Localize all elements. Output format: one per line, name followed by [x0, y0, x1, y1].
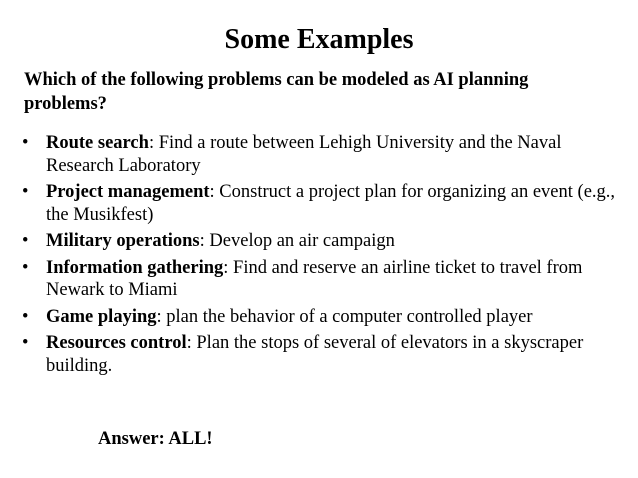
item-description: : Find a route between Lehigh University and the Naval Research Laboratory [46, 133, 562, 176]
list-item-game-playing [22, 306, 622, 329]
item-term: Resources control [46, 333, 187, 353]
item-term: Military operations [46, 231, 200, 251]
item-term: Information gathering [46, 257, 224, 278]
list-item-resources-control [22, 332, 622, 377]
list-item-information-gathering [22, 257, 622, 302]
item-term: Route search [46, 133, 149, 153]
example-list [22, 132, 622, 381]
list-item-project-management [22, 181, 622, 226]
item-description: : Construct a project plan for organizing an event (e.g., the Musikfest) [46, 182, 616, 225]
item-term: Project management [46, 182, 210, 202]
list-item-military-operations [22, 230, 622, 253]
bullet-icon: • [22, 231, 29, 251]
answer-text: Answer: ALL! [98, 429, 213, 449]
slide-title: Some Examples [224, 24, 414, 55]
item-description: : Find and reserve an airline ticket to travel from Newark to Miami [46, 257, 583, 300]
bullet-icon: • [22, 133, 29, 153]
bullet-icon: • [22, 257, 29, 278]
item-description: : Plan the stops of several of elevators in a skyscraper building. [46, 333, 584, 376]
bullet-icon: • [22, 182, 29, 202]
question-text: Which of the following problems can be modeled as AI planning problems? [24, 70, 529, 114]
list-item-route-search [22, 132, 622, 177]
item-description: : Develop an air campaign [199, 231, 395, 251]
bullet-icon: • [22, 333, 29, 353]
bullet-icon: • [22, 306, 29, 327]
item-description: : plan the behavior of a computer controlled player [156, 306, 533, 327]
item-term: Game playing [46, 306, 157, 327]
